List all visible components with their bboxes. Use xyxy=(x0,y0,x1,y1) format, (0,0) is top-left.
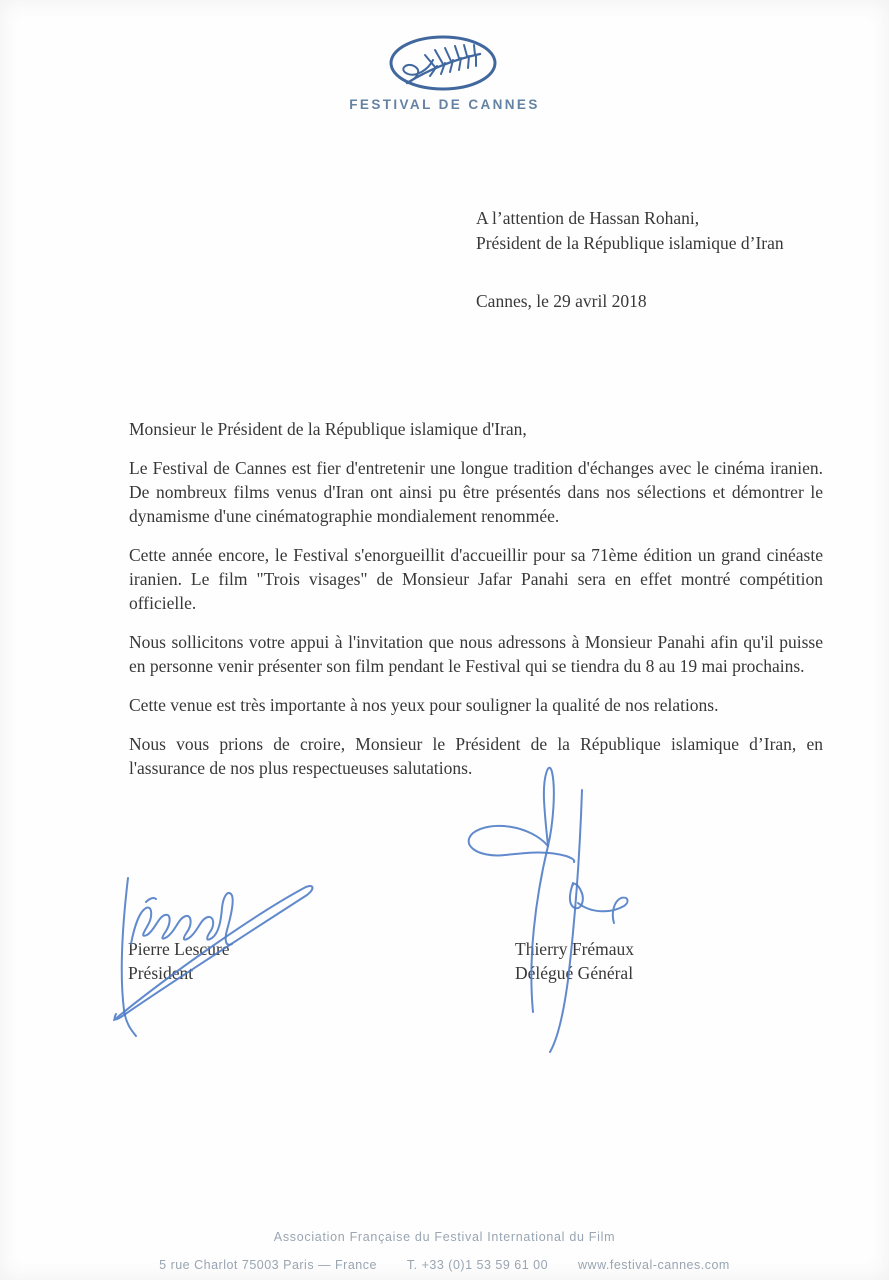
paragraph-1: Le Festival de Cannes est fier d'entretenir une longue tradition d'échanges avec le cinéma iranien. De nombreux films venus d'Iran ont ainsi pu être présentés dans nos sélections et démontrer le dynamisme d'une cinématographie mondialement renommée. xyxy=(129,458,823,526)
paragraph-2: Cette année encore, le Festival s'enorgueillit d'accueillir pour sa 71ème édition un grand cinéaste iranien. Le film "Trois visages" de Monsieur Jafar Panahi sera en effet montré compétition officielle. xyxy=(129,545,823,613)
footer-website: www.festival-cannes.com xyxy=(578,1258,730,1272)
thierry-fremaux-signature xyxy=(455,755,650,1060)
signatory-right-name: Thierry Frémaux xyxy=(515,939,635,959)
signatory-left-title: Président xyxy=(128,963,194,983)
footer-association: Association Française du Festival International du Film xyxy=(273,1230,616,1244)
festival-de-cannes-logo xyxy=(383,33,503,95)
footer-phone: T. +33 (0)1 53 59 61 00 xyxy=(406,1258,549,1272)
recipient-block xyxy=(476,206,784,256)
signatory-right xyxy=(515,937,634,985)
signatory-right-title: Délégué Général xyxy=(515,963,634,983)
signatory-left-name: Pierre Lescure xyxy=(128,939,230,959)
paragraph-3: Nous sollicitons votre appui à l'invitation que nous adressons à Monsieur Panahi afin qu'il puisse en personne venir présenter son film pendant le Festival qui se tiendra du 8 au 19 mai prochains. xyxy=(129,632,823,676)
salutation: Monsieur le Président de la République islamique d'Iran, xyxy=(129,419,527,439)
dateline: Cannes, le 29 avril 2018 xyxy=(476,291,647,311)
paragraph-5: Nous vous prions de croire, Monsieur le Président de la République islamique d’Iran, en l'assurance de nos plus respectueuses salutations. xyxy=(129,734,823,778)
palm-ellipse-icon xyxy=(383,33,503,95)
letter-body xyxy=(129,417,823,795)
recipient-line1: A l’attention de Hassan Rohani, xyxy=(476,208,700,228)
paragraph-4: Cette venue est très importante à nos yeux pour souligner la qualité de nos relations. xyxy=(129,695,719,715)
footer-address: 5 rue Charlot 75003 Paris — France xyxy=(159,1258,377,1272)
signatory-left xyxy=(128,937,230,985)
recipient-line2: Président de la République islamique d’Iran xyxy=(476,233,784,253)
footer-contact xyxy=(0,1258,889,1272)
brand-name: FESTIVAL DE CANNES xyxy=(349,97,540,112)
